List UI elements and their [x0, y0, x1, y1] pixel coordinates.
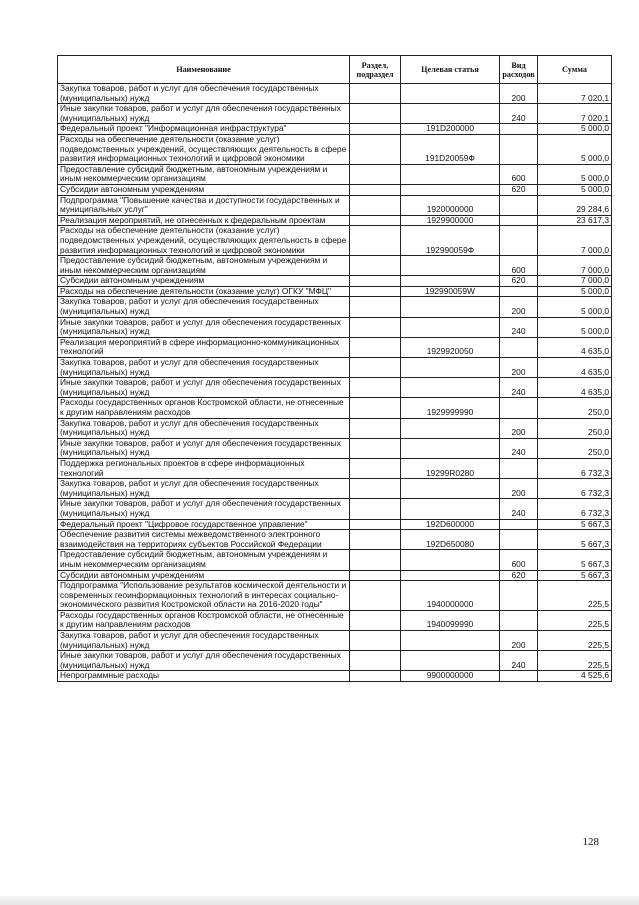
cell-kind: 620 [500, 570, 538, 581]
cell-section [350, 286, 401, 297]
cell-target [401, 184, 500, 195]
cell-name: Предоставление субсидий бюджетным, автономным учреждениям и иным некоммерческим организациям [58, 256, 350, 276]
cell-section [350, 398, 401, 418]
cell-kind: 240 [500, 438, 538, 458]
cell-sum: 4 635,0 [538, 358, 612, 378]
cell-sum: 6 732,3 [538, 499, 612, 519]
cell-sum: 250,0 [538, 418, 612, 438]
cell-name: Федеральный проект "Цифровое государственное управление" [58, 519, 350, 530]
cell-section [350, 226, 401, 256]
table-row [58, 530, 612, 550]
cell-target: 1929900000 [401, 215, 500, 226]
cell-kind: 600 [500, 550, 538, 570]
cell-kind [500, 519, 538, 530]
table-row [58, 297, 612, 317]
cell-target: 9900000000 [401, 671, 500, 682]
cell-section [350, 570, 401, 581]
cell-target [401, 317, 500, 337]
column-header-sum: Сумма [538, 56, 612, 84]
cell-section [350, 215, 401, 226]
table-row [58, 631, 612, 651]
cell-name: Поддержка региональных проектов в сфере информационных технологий [58, 458, 350, 478]
cell-section [350, 671, 401, 682]
cell-sum: 7 020,1 [538, 84, 612, 104]
cell-section [350, 184, 401, 195]
cell-sum: 250,0 [538, 398, 612, 418]
cell-section [350, 479, 401, 499]
cell-section [350, 581, 401, 611]
cell-target [401, 631, 500, 651]
cell-section [350, 519, 401, 530]
table-row [58, 256, 612, 276]
cell-sum: 5 000,0 [538, 286, 612, 297]
cell-kind [500, 458, 538, 478]
table-row [58, 610, 612, 630]
table-row [58, 438, 612, 458]
cell-name: Расходы на обеспечение деятельности (оказание услуг) подведомственных учреждений, осуществляющих деятельность в сфере развития информационных технологий и цифровой экономики [58, 226, 350, 256]
cell-kind: 200 [500, 418, 538, 438]
cell-name: Расходы на обеспечение деятельности (оказание услуг) подведомственных учреждений, осуществляющих деятельность в сфере развития информационных технологий и цифровой экономики [58, 134, 350, 164]
cell-name: Субсидии автономным учреждениям [58, 184, 350, 195]
cell-section [350, 104, 401, 124]
cell-kind: 240 [500, 499, 538, 519]
cell-kind: 240 [500, 378, 538, 398]
cell-target [401, 256, 500, 276]
table-row [58, 651, 612, 671]
table-row [58, 226, 612, 256]
table-row [58, 104, 612, 124]
cell-section [350, 418, 401, 438]
cell-section [350, 458, 401, 478]
cell-section [350, 256, 401, 276]
cell-section [350, 164, 401, 184]
cell-sum: 225,5 [538, 581, 612, 611]
cell-kind [500, 530, 538, 550]
cell-target [401, 104, 500, 124]
cell-kind [500, 671, 538, 682]
cell-kind: 620 [500, 276, 538, 287]
cell-section [350, 378, 401, 398]
cell-name: Предоставление субсидий бюджетным, автономным учреждениям и иным некоммерческим организациям [58, 550, 350, 570]
table-row [58, 337, 612, 357]
cell-target: 191D200000 [401, 124, 500, 135]
cell-kind: 240 [500, 651, 538, 671]
cell-kind [500, 124, 538, 135]
table-row [58, 519, 612, 530]
table-row [58, 317, 612, 337]
cell-kind [500, 215, 538, 226]
cell-name: Субсидии автономным учреждениям [58, 276, 350, 287]
cell-name: Федеральный проект "Информационная инфраструктура" [58, 124, 350, 135]
cell-kind [500, 337, 538, 357]
cell-section [350, 134, 401, 164]
table-row [58, 581, 612, 611]
cell-sum: 7 020,1 [538, 104, 612, 124]
cell-kind [500, 398, 538, 418]
table-row [58, 286, 612, 297]
cell-name: Иные закупки товаров, работ и услуг для обеспечения государственных (муниципальных) нужд [58, 438, 350, 458]
cell-target: 1929999990 [401, 398, 500, 418]
cell-target [401, 438, 500, 458]
cell-sum: 7 000,0 [538, 226, 612, 256]
cell-name: Реализация мероприятий, не отнесенных к федеральным проектам [58, 215, 350, 226]
cell-sum: 5 000,0 [538, 124, 612, 135]
cell-kind [500, 581, 538, 611]
table-row [58, 184, 612, 195]
cell-kind: 600 [500, 256, 538, 276]
cell-sum: 5 667,3 [538, 550, 612, 570]
cell-sum: 6 732,3 [538, 479, 612, 499]
table-row [58, 458, 612, 478]
cell-sum: 5 000,0 [538, 164, 612, 184]
cell-target [401, 378, 500, 398]
cell-sum: 225,5 [538, 651, 612, 671]
cell-sum: 5 000,0 [538, 317, 612, 337]
scan-edge [0, 896, 639, 905]
cell-kind: 620 [500, 184, 538, 195]
cell-section [350, 84, 401, 104]
cell-name: Расходы государственных органов Костромской области, не отнесенные к другим направлениям расходов [58, 610, 350, 630]
budget-table [57, 55, 612, 682]
cell-target [401, 479, 500, 499]
cell-name: Закупка товаров, работ и услуг для обеспечения государственных (муниципальных) нужд [58, 358, 350, 378]
table-row [58, 134, 612, 164]
cell-section [350, 124, 401, 135]
table-row [58, 195, 612, 215]
cell-section [350, 438, 401, 458]
cell-target [401, 276, 500, 287]
cell-sum: 7 000,0 [538, 256, 612, 276]
cell-section [350, 631, 401, 651]
table-row [58, 570, 612, 581]
cell-target: 1920000000 [401, 195, 500, 215]
cell-sum: 23 617,3 [538, 215, 612, 226]
cell-target: 191D20059Ф [401, 134, 500, 164]
column-header-section: Раздел, подраздел [350, 56, 401, 84]
cell-kind: 600 [500, 164, 538, 184]
table-header-row [58, 56, 612, 84]
table-row [58, 671, 612, 682]
cell-section [350, 358, 401, 378]
cell-section [350, 651, 401, 671]
cell-target: 19299R0280 [401, 458, 500, 478]
cell-section [350, 530, 401, 550]
cell-sum: 250,0 [538, 438, 612, 458]
cell-sum: 7 000,0 [538, 276, 612, 287]
page-number: 128 [582, 836, 599, 848]
cell-kind: 240 [500, 317, 538, 337]
column-header-name: Наименование [58, 56, 350, 84]
cell-kind [500, 610, 538, 630]
cell-target: 1929920050 [401, 337, 500, 357]
cell-name: Закупка товаров, работ и услуг для обеспечения государственных (муниципальных) нужд [58, 631, 350, 651]
cell-sum: 225,5 [538, 631, 612, 651]
cell-target [401, 84, 500, 104]
cell-section [350, 610, 401, 630]
cell-target [401, 418, 500, 438]
cell-target [401, 570, 500, 581]
column-header-target: Целевая статья [401, 56, 500, 84]
cell-kind: 200 [500, 297, 538, 317]
table-row [58, 276, 612, 287]
cell-sum: 5 667,3 [538, 519, 612, 530]
cell-name: Обеспечение развития системы межведомственного электронного взаимодействия на территориях субъектов Российской Федерации [58, 530, 350, 550]
cell-sum: 5 667,3 [538, 530, 612, 550]
cell-name: Иные закупки товаров, работ и услуг для обеспечения государственных (муниципальных) нужд [58, 378, 350, 398]
table-row [58, 398, 612, 418]
table-row [58, 499, 612, 519]
cell-section [350, 337, 401, 357]
cell-name: Расходы на обеспечение деятельности (оказание услуг) ОГКУ "МФЦ" [58, 286, 350, 297]
cell-name: Закупка товаров, работ и услуг для обеспечения государственных (муниципальных) нужд [58, 418, 350, 438]
cell-target [401, 651, 500, 671]
cell-kind: 200 [500, 631, 538, 651]
cell-kind [500, 195, 538, 215]
table-row [58, 479, 612, 499]
table-row [58, 215, 612, 226]
cell-target: 192D650080 [401, 530, 500, 550]
cell-name: Иные закупки товаров, работ и услуг для обеспечения государственных (муниципальных) нужд [58, 317, 350, 337]
cell-kind: 200 [500, 479, 538, 499]
cell-name: Закупка товаров, работ и услуг для обеспечения государственных (муниципальных) нужд [58, 297, 350, 317]
cell-name: Иные закупки товаров, работ и услуг для обеспечения государственных (муниципальных) нужд [58, 499, 350, 519]
cell-target: 1940000000 [401, 581, 500, 611]
cell-section [350, 297, 401, 317]
cell-target [401, 164, 500, 184]
column-header-kind: Вид расходов [500, 56, 538, 84]
table-row [58, 550, 612, 570]
cell-sum: 4 635,0 [538, 378, 612, 398]
table-row [58, 418, 612, 438]
cell-sum: 5 667,3 [538, 570, 612, 581]
cell-sum: 4 525,6 [538, 671, 612, 682]
cell-section [350, 317, 401, 337]
cell-sum: 29 284,6 [538, 195, 612, 215]
cell-target [401, 297, 500, 317]
cell-target: 192D600000 [401, 519, 500, 530]
cell-name: Подпрограмма "Повышение качества и доступности государственных и муниципальных услуг" [58, 195, 350, 215]
cell-name: Реализация мероприятий в сфере информационно-коммуникационных технологий [58, 337, 350, 357]
table-row [58, 358, 612, 378]
cell-name: Непрограммные расходы [58, 671, 350, 682]
cell-kind [500, 134, 538, 164]
cell-name: Расходы государственных органов Костромской области, не отнесенные к другим направлениям расходов [58, 398, 350, 418]
cell-target [401, 499, 500, 519]
table-row [58, 378, 612, 398]
cell-name: Подпрограмма "Использование результатов космической деятельности и современных геоинформационных технологий в интересах социально-экономического развития Костромской области на 2016-2020 годы" [58, 581, 350, 611]
cell-sum: 5 000,0 [538, 184, 612, 195]
table-row [58, 164, 612, 184]
cell-sum: 6 732,3 [538, 458, 612, 478]
cell-name: Предоставление субсидий бюджетным, автономным учреждениям и иным некоммерческим организациям [58, 164, 350, 184]
cell-target: 1940099990 [401, 610, 500, 630]
cell-kind: 200 [500, 84, 538, 104]
cell-section [350, 195, 401, 215]
cell-section [350, 276, 401, 287]
cell-name: Закупка товаров, работ и услуг для обеспечения государственных (муниципальных) нужд [58, 84, 350, 104]
cell-kind: 240 [500, 104, 538, 124]
budget-sheet [57, 55, 612, 682]
table-row [58, 124, 612, 135]
table-body [58, 84, 612, 682]
cell-target: 192990059Ф [401, 226, 500, 256]
cell-sum: 5 000,0 [538, 297, 612, 317]
cell-sum: 5 000,0 [538, 134, 612, 164]
cell-target [401, 358, 500, 378]
cell-kind [500, 286, 538, 297]
cell-kind [500, 226, 538, 256]
cell-target: 192990059W [401, 286, 500, 297]
cell-section [350, 550, 401, 570]
cell-sum: 225,5 [538, 610, 612, 630]
cell-name: Иные закупки товаров, работ и услуг для обеспечения государственных (муниципальных) нужд [58, 651, 350, 671]
cell-section [350, 499, 401, 519]
cell-name: Субсидии автономным учреждениям [58, 570, 350, 581]
cell-sum: 4 635,0 [538, 337, 612, 357]
cell-kind: 200 [500, 358, 538, 378]
cell-name: Закупка товаров, работ и услуг для обеспечения государственных (муниципальных) нужд [58, 479, 350, 499]
table-row [58, 84, 612, 104]
cell-name: Иные закупки товаров, работ и услуг для обеспечения государственных (муниципальных) нужд [58, 104, 350, 124]
cell-target [401, 550, 500, 570]
